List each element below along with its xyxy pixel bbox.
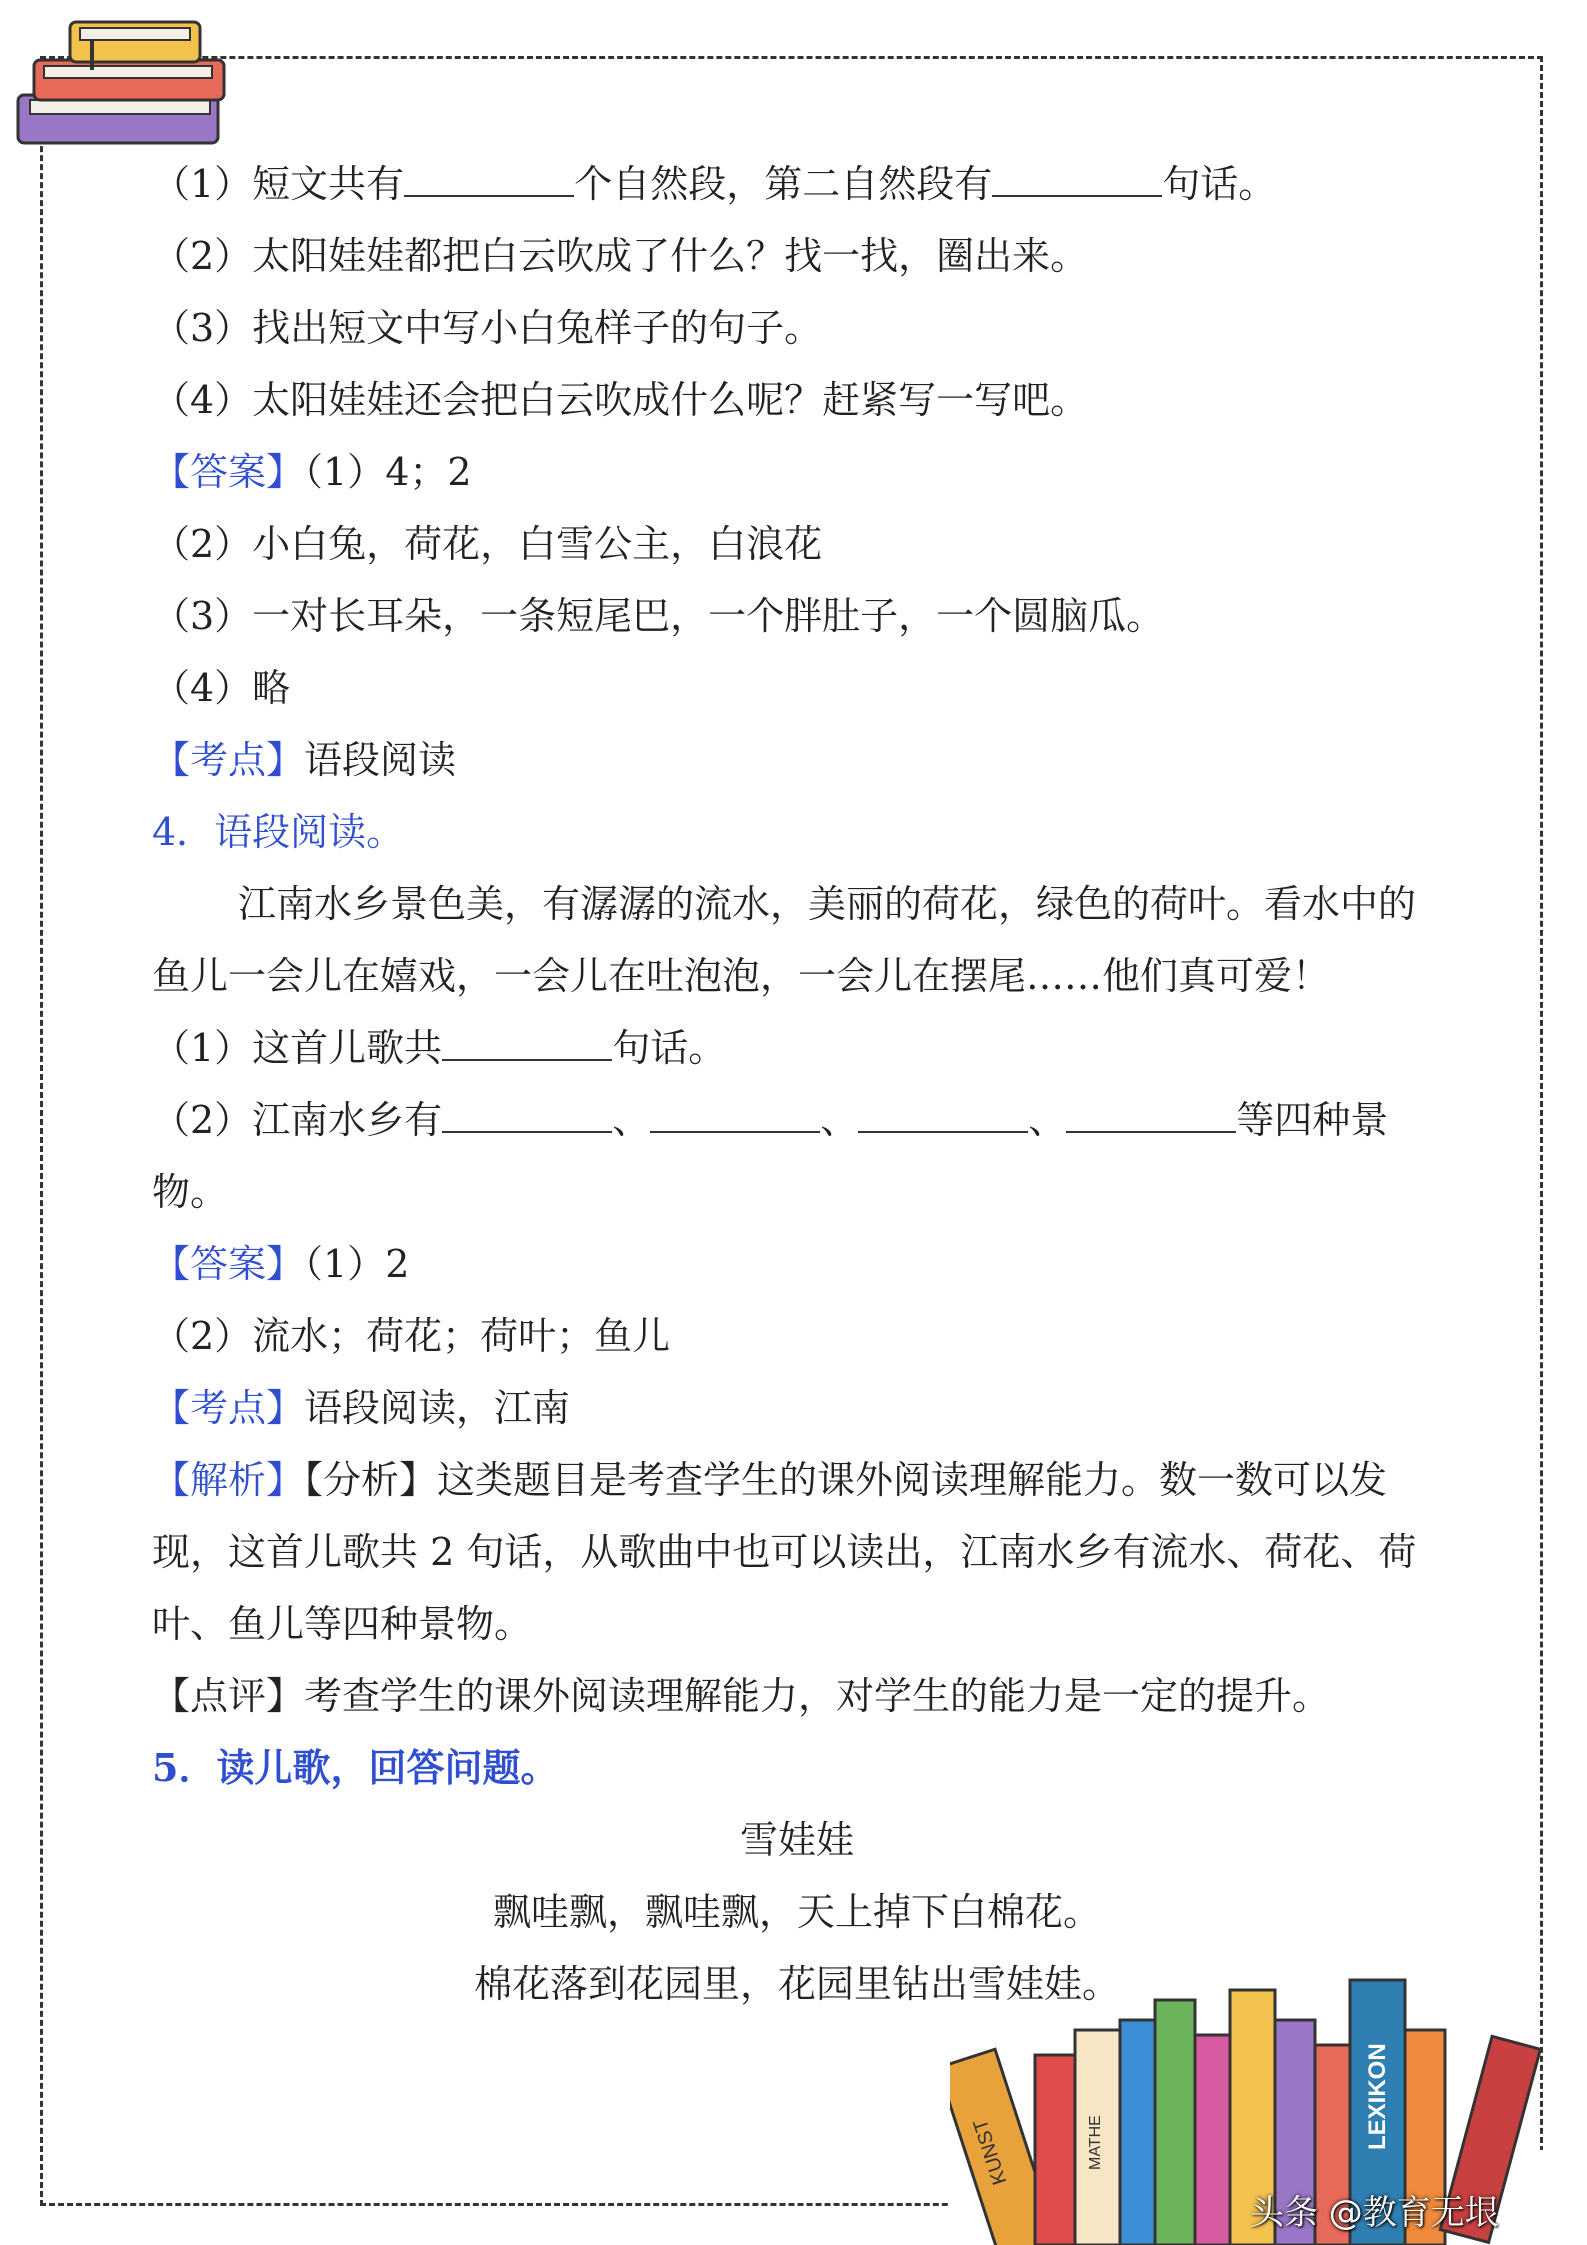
poem-line-2: 棉花落到花园里，花园里钻出雪娃娃。 <box>473 1962 1120 2006</box>
question-4-1: （1）这首儿歌共 句话。 <box>152 1026 727 1070</box>
keypoint-3: 【考点】语段阅读 <box>152 738 457 782</box>
question-4-passage: 江南水乡景色美，有潺潺的流水，美丽的荷花，绿色的荷叶。看水中的鱼儿一会儿在嬉戏，一会儿在吐泡泡，一会儿在摆尾……他们真可爱！ <box>152 882 1417 998</box>
poem-title: 雪娃娃 <box>739 1818 854 1862</box>
book-spine-label: KUNST <box>969 2116 1012 2188</box>
answer-tag: 【答案】 <box>152 450 305 494</box>
book-stack-icon <box>0 0 240 170</box>
question-4-2: （2）江南水乡有 、 、 、 等四种景物。 <box>152 1098 1389 1214</box>
document-body <box>152 148 1442 2020</box>
answer-blank <box>442 1101 612 1133</box>
watermark-text: 头条 @教育无垠 <box>1250 2193 1499 2233</box>
answer-blank <box>404 165 574 197</box>
book-spine-label: MATHE <box>1087 2115 1104 2170</box>
answer-3-3: （3）一对长耳朵，一条短尾巴，一个胖肚子，一个圆脑瓜。 <box>152 594 1165 638</box>
keypoint-4: 【考点】语段阅读，江南 <box>152 1386 571 1430</box>
answer-4-1: 【答案】（1）2 <box>152 1242 410 1286</box>
question-3-4: （4）太阳娃娃还会把白云吹成什么呢？赶紧写一写吧。 <box>152 378 1089 422</box>
analysis-tag: 【解析】 <box>152 1458 305 1502</box>
question-3-2: （2）太阳娃娃都把白云吹成了什么？找一找，圈出来。 <box>152 234 1089 278</box>
answer-blank <box>442 1029 612 1061</box>
question-5-title: 5．读儿歌，回答问题。 <box>152 1745 559 1790</box>
answer-blank <box>650 1101 820 1133</box>
question-4-title: 4．语段阅读。 <box>152 810 405 854</box>
question-3-1: （1）短文共有 个自然段，第二自然段有 句话。 <box>152 162 1277 206</box>
comment-4: 【点评】考查学生的课外阅读理解能力，对学生的能力是一定的提升。 <box>152 1674 1331 1718</box>
answer-blank <box>1066 1101 1236 1133</box>
answer-4-2: （2）流水；荷花；荷叶；鱼儿 <box>152 1314 671 1358</box>
analysis-4: 【解析】【分析】这类题目是考查学生的课外阅读理解能力。数一数可以发现，这首儿歌共 2 句话，从歌曲中也可以读出，江南水乡有流水、荷花、荷叶、鱼儿等四种景物。 <box>152 1458 1417 1646</box>
book-spine-label: LEXIKON <box>1364 2043 1391 2150</box>
keypoint-tag: 【考点】 <box>152 1386 305 1430</box>
answer-blank <box>992 165 1162 197</box>
keypoint-tag: 【考点】 <box>152 738 305 782</box>
answer-3-2: （2）小白兔，荷花，白雪公主，白浪花 <box>152 522 823 566</box>
answer-tag: 【答案】 <box>152 1242 305 1286</box>
answer-3-1: 【答案】（1）4；2 <box>152 450 472 494</box>
poem-line-1: 飘哇飘，飘哇飘，天上掉下白棉花。 <box>492 1890 1101 1934</box>
answer-3-4: （4）略 <box>152 666 291 710</box>
answer-blank <box>858 1101 1028 1133</box>
question-3-3: （3）找出短文中写小白兔样子的句子。 <box>152 306 823 350</box>
